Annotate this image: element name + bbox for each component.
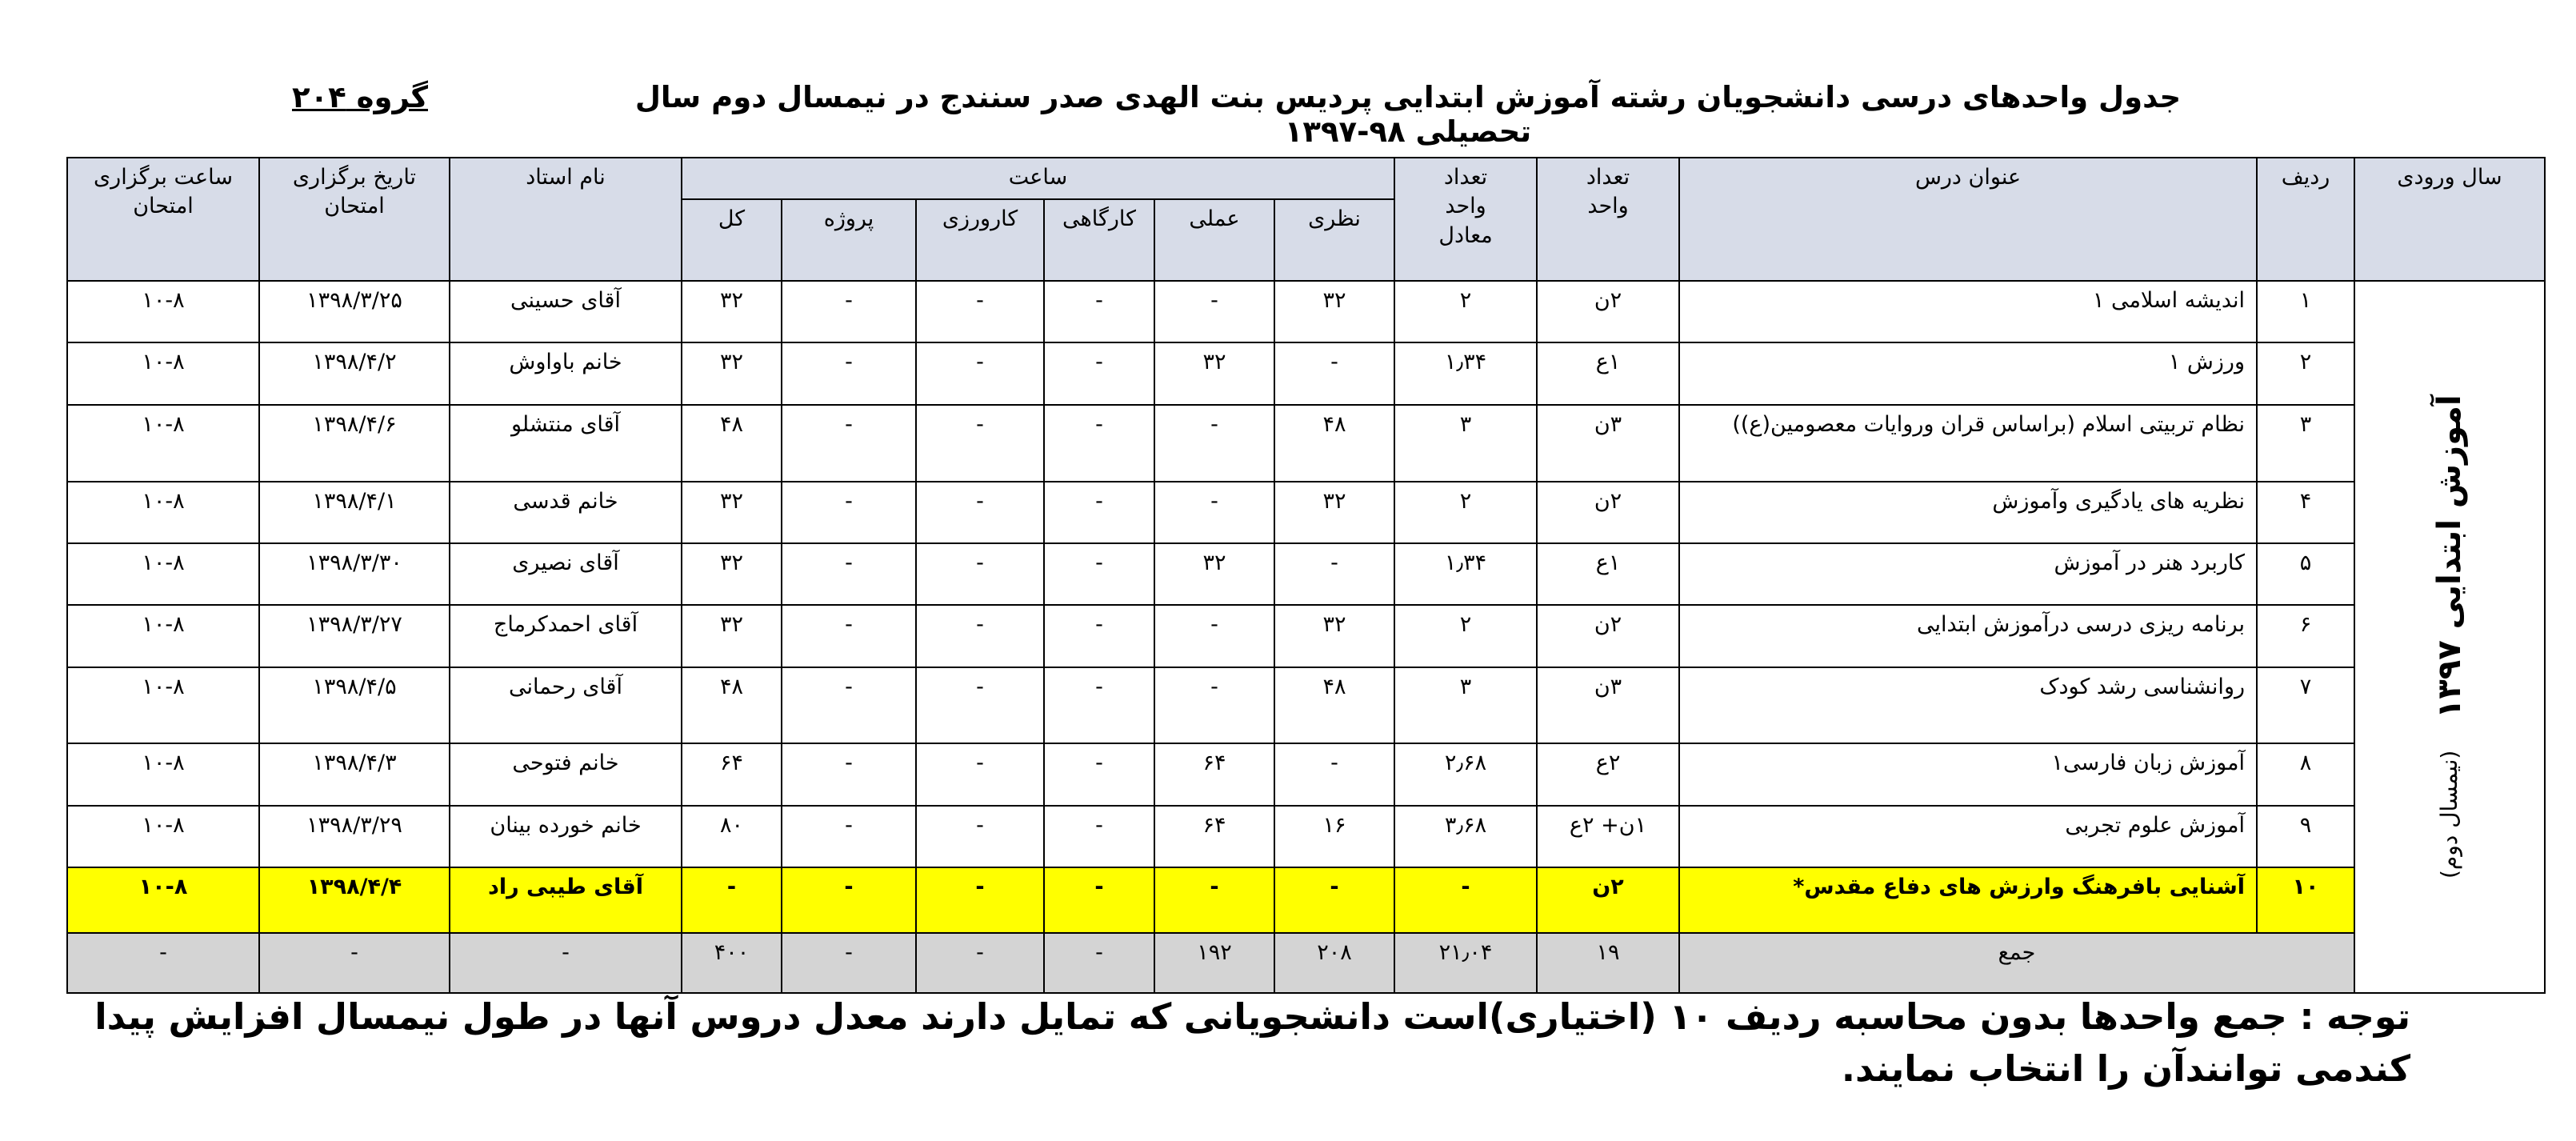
header-equivalent-units: تعداد واحد معادل bbox=[1394, 158, 1537, 281]
row-number-cell: ۷ bbox=[2257, 667, 2354, 744]
project-hours-cell: - bbox=[782, 482, 916, 543]
exam-date-cell: ۱۳۹۸/۴/۶ bbox=[259, 405, 450, 482]
total-total-hours-cell: ۴۰۰ bbox=[682, 933, 782, 993]
group-label: گروه ۲۰۴ bbox=[291, 80, 428, 114]
project-hours-cell: - bbox=[782, 867, 916, 932]
units-cell: ۲ن bbox=[1537, 605, 1679, 667]
header-course-title: عنوان درس bbox=[1679, 158, 2257, 281]
theory-hours-cell: ۳۲ bbox=[1274, 281, 1394, 342]
header-entry-year: سال ورودی bbox=[2354, 158, 2545, 281]
header-units: تعداد واحد bbox=[1537, 158, 1679, 281]
table-row bbox=[67, 543, 2545, 605]
table-row bbox=[67, 806, 2545, 867]
totals-row bbox=[67, 933, 2545, 993]
exam-date-cell: ۱۳۹۸/۳/۲۷ bbox=[259, 605, 450, 667]
instructor-cell: آقای منتشلو bbox=[450, 405, 682, 482]
exam-date-cell: ۱۳۹۸/۴/۱ bbox=[259, 482, 450, 543]
units-cell: ۲ع bbox=[1537, 743, 1679, 805]
footnote: توجه : جمع واحدها بدون محاسبه ردیف ۱۰ (اختیاری)است دانشجویانی که تمایل دارند معدل دروس آنها در طول نیمسال افزایش پیدا کندمی توانندآن را انتخاب نمایند. bbox=[94, 995, 2410, 1091]
total-hours-cell: ۸۰ bbox=[682, 806, 782, 867]
total-theory-hours-cell: ۲۰۸ bbox=[1274, 933, 1394, 993]
units-cell: ۳ن bbox=[1537, 405, 1679, 482]
total-hours-cell: ۶۴ bbox=[682, 743, 782, 805]
exam-time-cell: ۱۰-۸ bbox=[67, 867, 259, 932]
total-instructor-cell: - bbox=[450, 933, 682, 993]
header-exam-time: ساعت برگزاری امتحان bbox=[67, 158, 259, 281]
table-row bbox=[67, 867, 2545, 932]
course-table bbox=[66, 157, 2546, 994]
workshop-hours-cell: - bbox=[1044, 543, 1154, 605]
course-title-cell: نظریه های یادگیری وآموزش bbox=[1679, 482, 2257, 543]
entry-year-sub: (نیمسال دوم) bbox=[2436, 751, 2463, 879]
theory-hours-cell: ۱۶ bbox=[1274, 806, 1394, 867]
internship-hours-cell: - bbox=[916, 605, 1044, 667]
project-hours-cell: - bbox=[782, 281, 916, 342]
entry-year-main: آموزش ابتدایی ۱۳۹۷ bbox=[2431, 394, 2469, 719]
exam-date-cell: ۱۳۹۸/۳/۲۵ bbox=[259, 281, 450, 342]
instructor-cell: آقای طیبی راد bbox=[450, 867, 682, 932]
project-hours-cell: - bbox=[782, 342, 916, 404]
workshop-hours-cell: - bbox=[1044, 806, 1154, 867]
equivalent-units-cell: ۲٫۶۸ bbox=[1394, 743, 1537, 805]
internship-hours-cell: - bbox=[916, 867, 1044, 932]
equivalent-units-cell: ۳٫۶۸ bbox=[1394, 806, 1537, 867]
table-row bbox=[67, 342, 2545, 404]
total-hours-cell: ۳۲ bbox=[682, 482, 782, 543]
course-title-cell: آموزش زبان فارسی۱ bbox=[1679, 743, 2257, 805]
row-number-cell: ۹ bbox=[2257, 806, 2354, 867]
theory-hours-cell: ۳۲ bbox=[1274, 605, 1394, 667]
internship-hours-cell: - bbox=[916, 342, 1044, 404]
header-workshop: کارگاهی bbox=[1044, 199, 1154, 281]
table-row bbox=[67, 482, 2545, 543]
exam-time-cell: ۱۰-۸ bbox=[67, 605, 259, 667]
internship-hours-cell: - bbox=[916, 667, 1044, 744]
exam-time-cell: ۱۰-۸ bbox=[67, 667, 259, 744]
practical-hours-cell: - bbox=[1154, 867, 1274, 932]
table-row bbox=[67, 605, 2545, 667]
exam-time-cell: ۱۰-۸ bbox=[67, 342, 259, 404]
total-hours-cell: ۳۲ bbox=[682, 342, 782, 404]
practical-hours-cell: - bbox=[1154, 667, 1274, 744]
exam-time-cell: ۱۰-۸ bbox=[67, 543, 259, 605]
exam-date-cell: ۱۳۹۸/۴/۵ bbox=[259, 667, 450, 744]
exam-date-cell: ۱۳۹۸/۴/۳ bbox=[259, 743, 450, 805]
internship-hours-cell: - bbox=[916, 806, 1044, 867]
equivalent-units-cell: ۱٫۳۴ bbox=[1394, 342, 1537, 404]
theory-hours-cell: ۳۲ bbox=[1274, 482, 1394, 543]
internship-hours-cell: - bbox=[916, 743, 1044, 805]
workshop-hours-cell: - bbox=[1044, 743, 1154, 805]
row-number-cell: ۸ bbox=[2257, 743, 2354, 805]
entry-year-label bbox=[2428, 394, 2471, 879]
units-cell: ۱ع bbox=[1537, 543, 1679, 605]
total-hours-cell: ۳۲ bbox=[682, 605, 782, 667]
practical-hours-cell: - bbox=[1154, 281, 1274, 342]
project-hours-cell: - bbox=[782, 667, 916, 744]
practical-hours-cell: ۳۲ bbox=[1154, 342, 1274, 404]
total-workshop-hours-cell: - bbox=[1044, 933, 1154, 993]
instructor-cell: خانم فتوحی bbox=[450, 743, 682, 805]
total-project-hours-cell: - bbox=[782, 933, 916, 993]
header-instructor: نام استاد bbox=[450, 158, 682, 281]
total-exam-time-cell: - bbox=[67, 933, 259, 993]
instructor-cell: خانم قدسی bbox=[450, 482, 682, 543]
total-equivalent-units-cell: ۲۱٫۰۴ bbox=[1394, 933, 1537, 993]
course-title-cell: آموزش علوم تجربی bbox=[1679, 806, 2257, 867]
total-hours-cell: ۴۸ bbox=[682, 667, 782, 744]
course-title-cell: کاربرد هنر در آموزش bbox=[1679, 543, 2257, 605]
theory-hours-cell: ۴۸ bbox=[1274, 405, 1394, 482]
equivalent-units-cell: ۳ bbox=[1394, 667, 1537, 744]
practical-hours-cell: - bbox=[1154, 482, 1274, 543]
row-number-cell: ۴ bbox=[2257, 482, 2354, 543]
header-project: پروژه bbox=[782, 199, 916, 281]
header-total: کل bbox=[682, 199, 782, 281]
exam-date-cell: ۱۳۹۸/۴/۴ bbox=[259, 867, 450, 932]
header-internship: کارورزی bbox=[916, 199, 1044, 281]
row-number-cell: ۲ bbox=[2257, 342, 2354, 404]
course-title-cell: روانشناسی رشد کودک bbox=[1679, 667, 2257, 744]
units-cell: ۲ن bbox=[1537, 281, 1679, 342]
page-title: جدول واحدهای درسی دانشجویان رشته آموزش ابتدایی پردیس بنت الهدی صدر سنندج در نیمسال دوم سال تحصیلی ۹۸-۱۳۹۷ bbox=[634, 80, 2182, 149]
project-hours-cell: - bbox=[782, 543, 916, 605]
project-hours-cell: - bbox=[782, 743, 916, 805]
total-internship-hours-cell: - bbox=[916, 933, 1044, 993]
units-cell: ۲ن bbox=[1537, 482, 1679, 543]
instructor-cell: آقای رحمانی bbox=[450, 667, 682, 744]
equivalent-units-cell: ۲ bbox=[1394, 482, 1537, 543]
total-hours-cell: ۴۸ bbox=[682, 405, 782, 482]
total-exam-date-cell: - bbox=[259, 933, 450, 993]
units-cell: ۲ن bbox=[1537, 867, 1679, 932]
course-title-cell: برنامه ریزی درسی درآموزش ابتدایی bbox=[1679, 605, 2257, 667]
theory-hours-cell: - bbox=[1274, 543, 1394, 605]
exam-date-cell: ۱۳۹۸/۴/۲ bbox=[259, 342, 450, 404]
row-number-cell: ۳ bbox=[2257, 405, 2354, 482]
practical-hours-cell: ۳۲ bbox=[1154, 543, 1274, 605]
equivalent-units-cell: ۱٫۳۴ bbox=[1394, 543, 1537, 605]
table-row bbox=[67, 743, 2545, 805]
workshop-hours-cell: - bbox=[1044, 281, 1154, 342]
course-title-cell: اندیشه اسلامی ۱ bbox=[1679, 281, 2257, 342]
practical-hours-cell: - bbox=[1154, 605, 1274, 667]
workshop-hours-cell: - bbox=[1044, 482, 1154, 543]
units-cell: ۱ن+ ۲ع bbox=[1537, 806, 1679, 867]
internship-hours-cell: - bbox=[916, 281, 1044, 342]
units-cell: ۳ن bbox=[1537, 667, 1679, 744]
row-number-cell: ۱ bbox=[2257, 281, 2354, 342]
course-title-cell: نظام تربیتی اسلام (براساس قران وروایات معصومین(ع)) bbox=[1679, 405, 2257, 482]
project-hours-cell: - bbox=[782, 605, 916, 667]
practical-hours-cell: ۶۴ bbox=[1154, 806, 1274, 867]
project-hours-cell: - bbox=[782, 806, 916, 867]
workshop-hours-cell: - bbox=[1044, 605, 1154, 667]
exam-time-cell: ۱۰-۸ bbox=[67, 743, 259, 805]
row-number-cell: ۵ bbox=[2257, 543, 2354, 605]
entry-year-cell bbox=[2354, 281, 2545, 993]
theory-hours-cell: ۴۸ bbox=[1274, 667, 1394, 744]
equivalent-units-cell: ۲ bbox=[1394, 281, 1537, 342]
exam-time-cell: ۱۰-۸ bbox=[67, 482, 259, 543]
header-exam-date: تاریخ برگزاری امتحان bbox=[259, 158, 450, 281]
theory-hours-cell: - bbox=[1274, 342, 1394, 404]
header-hours: ساعت bbox=[682, 158, 1394, 199]
instructor-cell: آقای حسینی bbox=[450, 281, 682, 342]
row-number-cell: ۱۰ bbox=[2257, 867, 2354, 932]
header-practical: عملی bbox=[1154, 199, 1274, 281]
exam-time-cell: ۱۰-۸ bbox=[67, 405, 259, 482]
exam-date-cell: ۱۳۹۸/۳/۲۹ bbox=[259, 806, 450, 867]
total-hours-cell: ۳۲ bbox=[682, 543, 782, 605]
internship-hours-cell: - bbox=[916, 405, 1044, 482]
workshop-hours-cell: - bbox=[1044, 342, 1154, 404]
totals-label: جمع bbox=[1679, 933, 2354, 993]
row-number-cell: ۶ bbox=[2257, 605, 2354, 667]
theory-hours-cell: - bbox=[1274, 867, 1394, 932]
equivalent-units-cell: ۳ bbox=[1394, 405, 1537, 482]
exam-time-cell: ۱۰-۸ bbox=[67, 281, 259, 342]
practical-hours-cell: ۶۴ bbox=[1154, 743, 1274, 805]
course-rows bbox=[67, 281, 2545, 993]
instructor-cell: خانم خورده بینان bbox=[450, 806, 682, 867]
header-theory: نظری bbox=[1274, 199, 1394, 281]
total-units-cell: ۱۹ bbox=[1537, 933, 1679, 993]
instructor-cell: خانم باواوش bbox=[450, 342, 682, 404]
instructor-cell: آقای نصیری bbox=[450, 543, 682, 605]
exam-date-cell: ۱۳۹۸/۳/۳۰ bbox=[259, 543, 450, 605]
instructor-cell: آقای احمدکرماج bbox=[450, 605, 682, 667]
table-row bbox=[67, 405, 2545, 482]
practical-hours-cell: - bbox=[1154, 405, 1274, 482]
table-row bbox=[67, 667, 2545, 744]
total-practical-hours-cell: ۱۹۲ bbox=[1154, 933, 1274, 993]
units-cell: ۱ع bbox=[1537, 342, 1679, 404]
internship-hours-cell: - bbox=[916, 482, 1044, 543]
course-title-cell: ورزش ۱ bbox=[1679, 342, 2257, 404]
exam-time-cell: ۱۰-۸ bbox=[67, 806, 259, 867]
table-row bbox=[67, 281, 2545, 342]
total-hours-cell: ۳۲ bbox=[682, 281, 782, 342]
project-hours-cell: - bbox=[782, 405, 916, 482]
theory-hours-cell: - bbox=[1274, 743, 1394, 805]
equivalent-units-cell: ۲ bbox=[1394, 605, 1537, 667]
total-hours-cell: - bbox=[682, 867, 782, 932]
workshop-hours-cell: - bbox=[1044, 667, 1154, 744]
workshop-hours-cell: - bbox=[1044, 867, 1154, 932]
equivalent-units-cell: - bbox=[1394, 867, 1537, 932]
course-title-cell: آشنایی بافرهنگ وارزش های دفاع مقدس* bbox=[1679, 867, 2257, 932]
workshop-hours-cell: - bbox=[1044, 405, 1154, 482]
header-row: ردیف bbox=[2257, 158, 2354, 281]
internship-hours-cell: - bbox=[916, 543, 1044, 605]
